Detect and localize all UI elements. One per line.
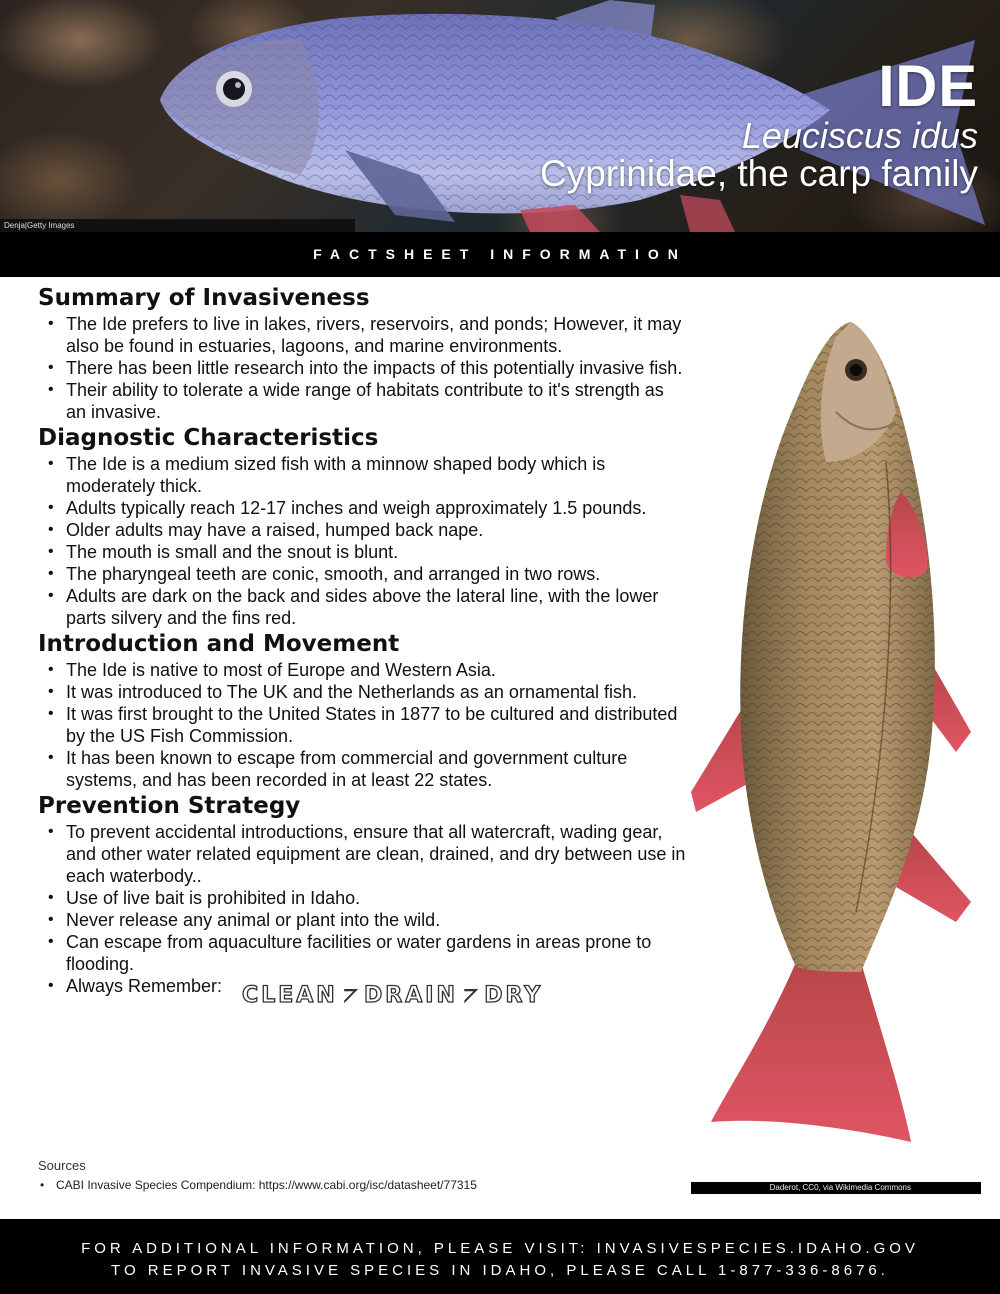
common-name: IDE bbox=[878, 54, 978, 119]
list-item: • The Ide is native to most of Europe and Western Asia. bbox=[38, 659, 688, 681]
source-item: • CABI Invasive Species Compendium: https://www.cabi.org/isc/datasheet/77315 bbox=[38, 1178, 678, 1192]
propeller-icon: ⦢ bbox=[457, 986, 485, 1007]
bullet-list bbox=[38, 453, 688, 629]
section-heading: Diagnostic Characteristics bbox=[38, 425, 379, 451]
list-item: • The Ide is a medium sized fish with a minnow shaped body which is moderately thick. bbox=[38, 453, 688, 497]
footer bbox=[0, 1219, 1000, 1294]
footer-info-line: FOR ADDITIONAL INFORMATION, PLEASE VISIT: INVASIVESPECIES.IDAHO.GOV bbox=[81, 1240, 919, 1257]
list-item: • Adults typically reach 12-17 inches and weigh approximately 1.5 pounds. bbox=[38, 497, 688, 519]
clean-word: CLEAN bbox=[242, 983, 338, 1008]
list-item: • To prevent accidental introductions, ensure that all watercraft, wading gear, and other water related equipment are clean, drained, and dry between use in each waterbody.. bbox=[38, 821, 688, 887]
list-item-always-remember bbox=[38, 975, 688, 1008]
list-item: • The pharyngeal teeth are conic, smooth, and arranged in two rows. bbox=[38, 563, 688, 585]
header-banner bbox=[0, 0, 1000, 232]
list-item: • It has been known to escape from commercial and government culture systems, and has been recorded in at least 22 states. bbox=[38, 747, 688, 791]
sources-block bbox=[38, 1158, 678, 1192]
bullet-list bbox=[38, 313, 688, 423]
section-heading: Summary of Invasiveness bbox=[38, 285, 370, 311]
bullet-list bbox=[38, 821, 688, 1008]
species-title-block bbox=[539, 54, 978, 194]
list-item: • The mouth is small and the snout is blunt. bbox=[38, 541, 688, 563]
list-item: • The Ide prefers to live in lakes, rivers, reservoirs, and ponds; However, it may also be found in estuaries, lagoons, and marine environments. bbox=[38, 313, 688, 357]
section-summary bbox=[38, 283, 688, 423]
sources-label: Sources bbox=[38, 1158, 86, 1173]
main-content bbox=[38, 283, 688, 1008]
section-prevention bbox=[38, 791, 688, 1008]
list-item: • It was introduced to The UK and the Netherlands as an ornamental fish. bbox=[38, 681, 688, 703]
family-name: Cyprinidae, the carp family bbox=[539, 153, 978, 194]
banner-photo-credit: Denja|Getty Images bbox=[0, 219, 355, 232]
clean-drain-dry-logo bbox=[242, 985, 543, 1008]
list-item: • Never release any animal or plant into the wild. bbox=[38, 909, 688, 931]
bullet-list bbox=[38, 659, 688, 791]
list-item: • There has been little research into the impacts of this potentially invasive fish. bbox=[38, 357, 688, 379]
ide-fish-photo bbox=[686, 312, 978, 1152]
factsheet-bar: FACTSHEET INFORMATION bbox=[0, 232, 1000, 277]
list-item: • Older adults may have a raised, humped back nape. bbox=[38, 519, 688, 541]
drain-word: DRAIN bbox=[364, 983, 458, 1008]
section-heading: Introduction and Movement bbox=[38, 631, 400, 657]
right-photo-credit: Daderot, CC0, via Wikimedia Commons bbox=[691, 1182, 981, 1194]
always-remember-text: Always Remember: bbox=[66, 976, 223, 996]
scientific-name: Leuciscus idus bbox=[741, 115, 978, 156]
list-item: • Their ability to tolerate a wide range of habitats contribute to it's strength as an invasive. bbox=[38, 379, 688, 423]
footer-report-line: TO REPORT INVASIVE SPECIES IN IDAHO, PLEASE CALL 1-877-336-8676. bbox=[111, 1262, 889, 1279]
section-introduction bbox=[38, 629, 688, 791]
section-diagnostic bbox=[38, 423, 688, 629]
list-item: • It was first brought to the United States in 1877 to be cultured and distributed by the US Fish Commission. bbox=[38, 703, 688, 747]
section-heading: Prevention Strategy bbox=[38, 793, 301, 819]
dry-word: DRY bbox=[484, 983, 544, 1008]
propeller-icon: ⦢ bbox=[337, 986, 365, 1007]
list-item: • Adults are dark on the back and sides above the lateral line, with the lower parts silvery and the fins red. bbox=[38, 585, 688, 629]
list-item: • Can escape from aquaculture facilities or water gardens in areas prone to flooding. bbox=[38, 931, 688, 975]
list-item: • Use of live bait is prohibited in Idaho. bbox=[38, 887, 688, 909]
